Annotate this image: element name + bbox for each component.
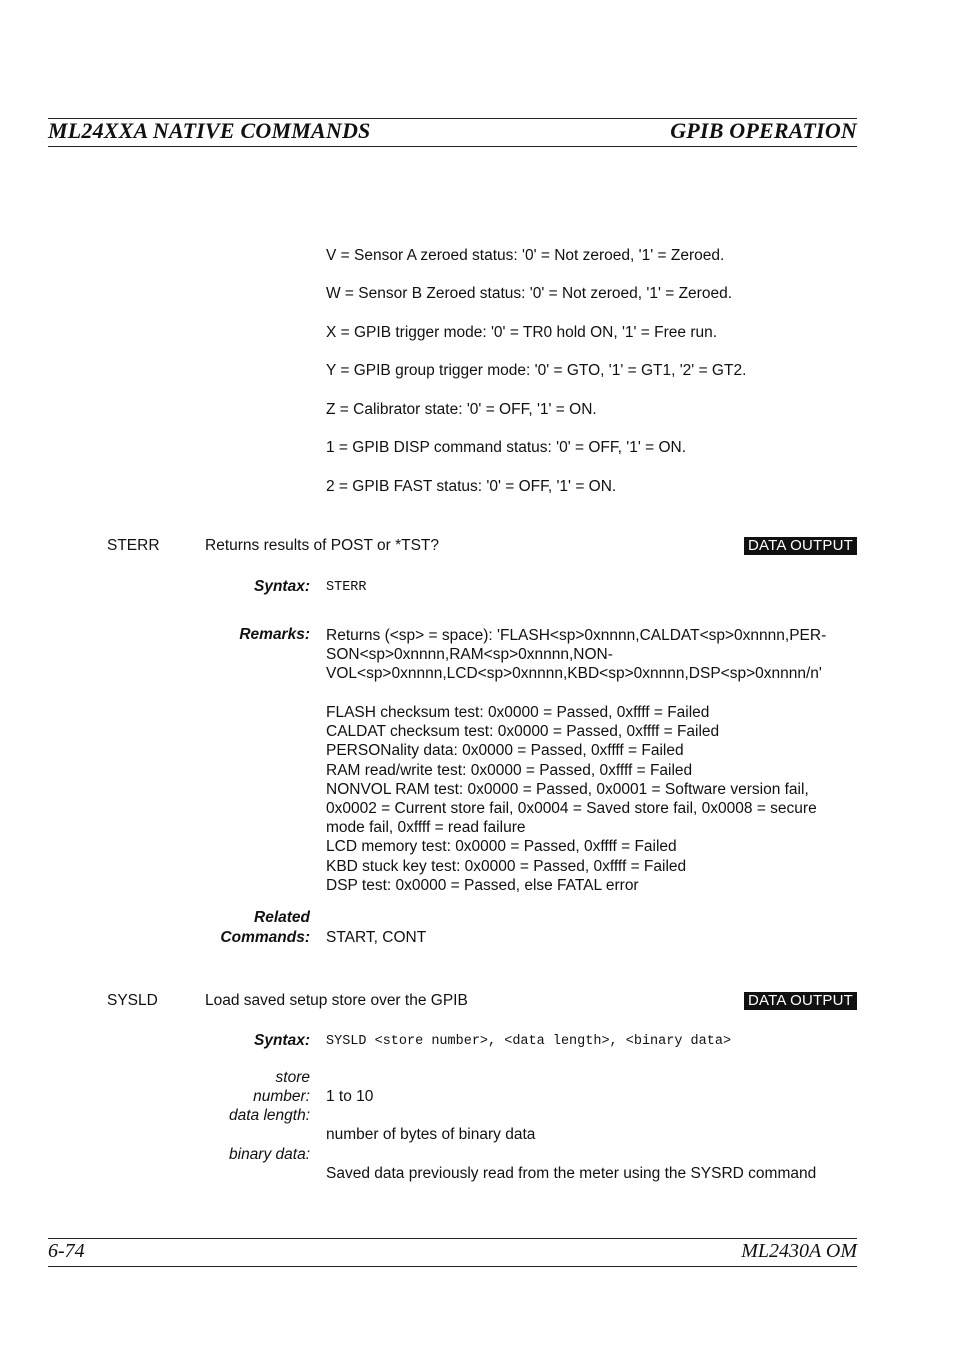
sterr-remarks-line: Returns (<sp> = space): 'FLASH<sp>0xnnnn,CALDAT<sp>0xnnnn,PER- [326, 627, 827, 644]
header-left-title: ML24XXA NATIVE COMMANDS [48, 118, 371, 143]
sterr-related-label [110, 908, 310, 948]
footer-bottom-rule [48, 1266, 857, 1267]
sterr-description: Returns results of POST or *TST? [205, 537, 440, 554]
sterr-remarks-label: Remarks: [239, 626, 310, 643]
sterr-remarks [326, 626, 856, 684]
sterr-related-label-line-2: Commands: [220, 929, 310, 946]
sysld-command-name: SYSLD [107, 992, 158, 1009]
sterr-test-item: CALDAT checksum test: 0x0000 = Passed, 0xffff = Failed [326, 723, 720, 741]
sysld-param-store-label-line-2: number: [253, 1088, 310, 1106]
sysld-param-binary-value: Saved data previously read from the meter using the SYSRD command [326, 1165, 817, 1182]
sterr-data-output-badge: DATA OUTPUT [744, 537, 857, 555]
sterr-test-list [326, 703, 856, 895]
sysld-syntax-label: Syntax: [254, 1032, 310, 1049]
sterr-test-item: DSP test: 0x0000 = Passed, else FATAL error [326, 876, 639, 894]
sterr-related-commands: START, CONT [326, 929, 427, 946]
sysld-param-store-label-line-1: store [275, 1069, 310, 1086]
sysld-data-output-badge: DATA OUTPUT [744, 992, 857, 1010]
sterr-remarks-line: VOL<sp>0xnnnn,LCD<sp>0xnnnn,KBD<sp>0xnnnn,DSP<sp>0xnnnn/n' [326, 665, 822, 683]
header-bottom-rule [48, 146, 857, 147]
sysld-syntax: SYSLD <store number>, <data length>, <binary data> [326, 1034, 732, 1049]
footer-manual-name: ML2430A OM [741, 1240, 857, 1262]
sterr-remarks-line: SON<sp>0xnnnn,RAM<sp>0xnnnn,NON- [326, 646, 613, 664]
sterr-related-label-line-1: Related [254, 909, 310, 926]
sterr-command-name: STERR [107, 537, 160, 554]
sterr-test-item: PERSONality data: 0x0000 = Passed, 0xffff = Failed [326, 742, 684, 760]
sysld-param-length-label: data length: [228, 1107, 310, 1125]
footer-page-number: 6-74 [48, 1240, 85, 1262]
status-item-z: Z = Calibrator state: '0' = OFF, '1' = ON. [326, 401, 597, 418]
header-right-title: GPIB OPERATION [670, 118, 857, 143]
sterr-syntax: STERR [326, 580, 367, 595]
sysld-description: Load saved setup store over the GPIB [205, 992, 468, 1009]
sysld-param-binary-label: binary data: [229, 1146, 310, 1163]
sterr-test-item: 0x0002 = Current store fail, 0x0004 = Saved store fail, 0x0008 = secure [326, 800, 817, 818]
status-item-v: V = Sensor A zeroed status: '0' = Not zeroed, '1' = Zeroed. [326, 247, 725, 264]
status-item-y: Y = GPIB group trigger mode: '0' = GTO, '1' = GT1, '2' = GT2. [326, 362, 747, 379]
sterr-test-item: LCD memory test: 0x0000 = Passed, 0xffff = Failed [326, 838, 677, 856]
sterr-test-item: mode fail, 0xffff = read failure [326, 819, 526, 837]
status-item-2: 2 = GPIB FAST status: '0' = OFF, '1' = ON. [326, 478, 617, 495]
status-item-x: X = GPIB trigger mode: '0' = TR0 hold ON, '1' = Free run. [326, 324, 718, 341]
sterr-test-item: NONVOL RAM test: 0x0000 = Passed, 0x0001 = Software version fail, [326, 780, 809, 798]
sysld-param-length-value: number of bytes of binary data [326, 1126, 536, 1143]
status-item-1: 1 = GPIB DISP command status: '0' = OFF, '1' = ON. [326, 439, 687, 456]
sysld-param-store-label [110, 1068, 310, 1126]
sterr-syntax-label: Syntax: [254, 578, 310, 595]
footer-top-rule [48, 1238, 857, 1239]
status-item-w: W = Sensor B Zeroed status: '0' = Not zeroed, '1' = Zeroed. [326, 285, 732, 302]
sterr-test-item: KBD stuck key test: 0x0000 = Passed, 0xffff = Failed [326, 857, 687, 875]
sterr-test-item: RAM read/write test: 0x0000 = Passed, 0xffff = Failed [326, 761, 693, 779]
sterr-test-item: FLASH checksum test: 0x0000 = Passed, 0xffff = Failed [326, 704, 710, 721]
sysld-param-store-value: 1 to 10 [326, 1088, 374, 1105]
